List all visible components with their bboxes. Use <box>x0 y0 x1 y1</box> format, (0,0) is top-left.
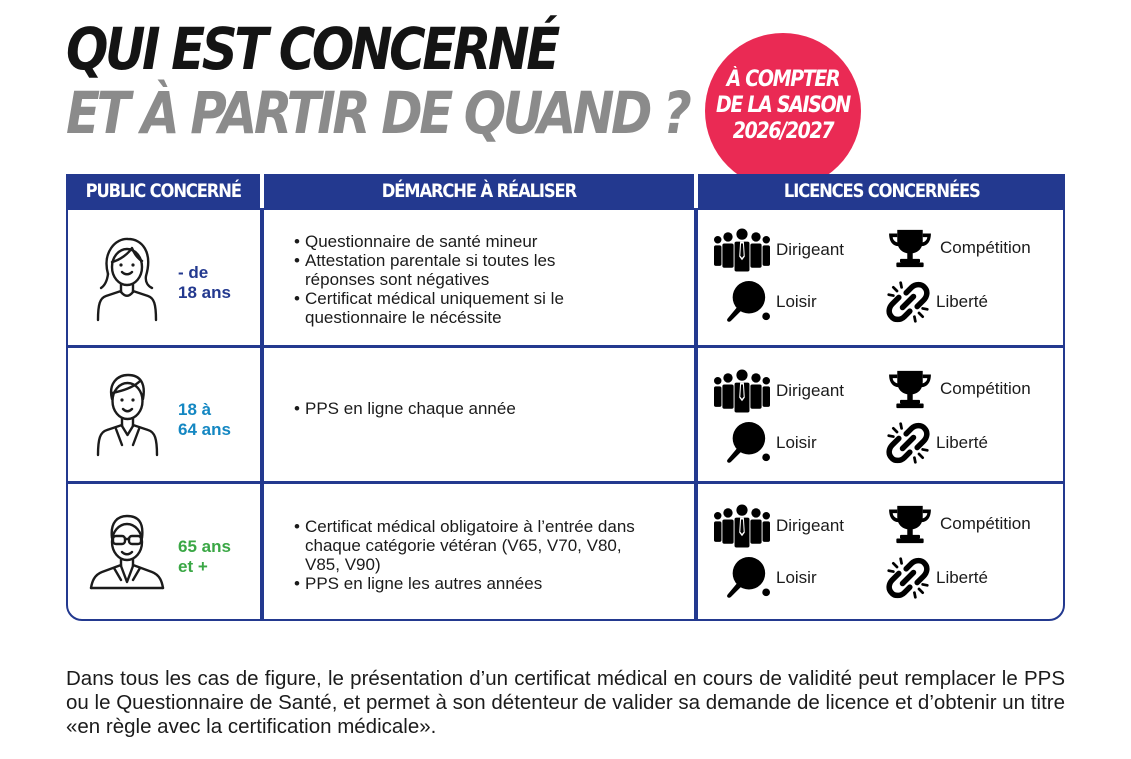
header-demarche <box>264 174 694 208</box>
licence-label: Compétition <box>940 514 1031 533</box>
column-divider <box>694 208 698 621</box>
age-line-2: 18 ans <box>178 283 231 302</box>
licence-label: Liberté <box>936 568 988 587</box>
licence-loisir <box>724 556 817 600</box>
broken-chain-icon <box>886 556 930 600</box>
trophy-icon <box>886 504 934 544</box>
header-public-label: PUBLIC CONCERNÉ <box>85 180 241 202</box>
header-demarche-label: DÉMARCHE À RÉALISER <box>381 180 577 202</box>
licence-competition <box>886 504 1031 544</box>
licence-label: Dirigeant <box>776 381 845 400</box>
ping-pong-icon <box>724 280 770 324</box>
age-line-1: - de <box>178 263 209 282</box>
broken-chain-icon <box>886 421 930 465</box>
licence-label: Loisir <box>776 568 817 587</box>
badge-line-1: À COMPTER <box>726 67 840 92</box>
row-divider <box>66 481 1065 484</box>
licence-label: Liberté <box>936 292 988 311</box>
licence-label: Dirigeant <box>776 240 845 259</box>
licence-liberte <box>886 421 988 465</box>
header-licences-label: LICENCES CONCERNÉES <box>783 180 980 202</box>
senior-man-glasses-icon <box>88 510 166 598</box>
age-range <box>178 400 231 440</box>
broken-chain-icon <box>886 280 930 324</box>
list-item: • Attestation parentale si toutes les réponses sont négatives <box>294 251 605 289</box>
dirigeant-icon <box>714 369 770 413</box>
licence-label: Loisir <box>776 433 817 452</box>
header-public <box>66 174 260 208</box>
ping-pong-icon <box>724 556 770 600</box>
ping-pong-icon <box>724 421 770 465</box>
licence-label: Compétition <box>940 238 1031 257</box>
column-divider <box>260 208 264 621</box>
season-badge <box>705 33 861 189</box>
licence-label: Compétition <box>940 379 1031 398</box>
licence-liberte <box>886 556 988 600</box>
steps-list <box>294 399 674 418</box>
dirigeant-icon <box>714 504 770 548</box>
footnote: Dans tous les cas de figure, le présentation d’un certificat médical en cours de validité peut remplacer le PPS ou le Questionnaire de Santé, et permet à son détenteur de valider sa demande de licence et d’obtenir un titre «en règle avec la certification médicale». <box>66 667 1065 738</box>
list-item: • Questionnaire de santé mineur <box>294 232 674 251</box>
licence-liberte <box>886 280 988 324</box>
steps-list <box>294 232 674 327</box>
title-line-2: ET À PARTIR DE QUAND ? <box>66 79 689 147</box>
licence-label: Loisir <box>776 292 817 311</box>
age-line-1: 65 ans <box>178 537 231 556</box>
age-line-2: 64 ans <box>178 420 231 439</box>
list-item: • PPS en ligne chaque année <box>294 399 674 418</box>
list-item: • Certificat médical uniquement si le questionnaire le nécéssite <box>294 289 605 327</box>
licence-dirigeant <box>714 228 844 272</box>
licence-competition <box>886 228 1031 268</box>
licence-table <box>66 174 1065 621</box>
young-woman-icon <box>92 234 162 322</box>
age-range <box>178 537 231 577</box>
licence-dirigeant <box>714 504 844 548</box>
age-line-2: et + <box>178 557 208 576</box>
age-range <box>178 263 231 303</box>
licence-loisir <box>724 280 817 324</box>
licence-competition <box>886 369 1031 409</box>
title-line-1: QUI EST CONCERNÉ <box>66 15 557 83</box>
badge-line-2: DE LA SAISON <box>716 93 850 118</box>
list-item: • PPS en ligne les autres années <box>294 574 674 593</box>
age-line-1: 18 à <box>178 400 212 419</box>
list-item: • Certificat médical obligatoire à l’entrée dans chaque catégorie vétéran (V65, V70, V80, V85, V90) <box>294 517 635 574</box>
dirigeant-icon <box>714 228 770 272</box>
badge-line-3: 2026/2027 <box>732 119 834 144</box>
trophy-icon <box>886 228 934 268</box>
adult-man-icon <box>92 369 162 457</box>
licence-label: Dirigeant <box>776 516 845 535</box>
header-licences <box>698 174 1065 208</box>
licence-dirigeant <box>714 369 844 413</box>
trophy-icon <box>886 369 934 409</box>
row-divider <box>66 345 1065 348</box>
steps-list <box>294 517 674 593</box>
licence-label: Liberté <box>936 433 988 452</box>
licence-loisir <box>724 421 817 465</box>
